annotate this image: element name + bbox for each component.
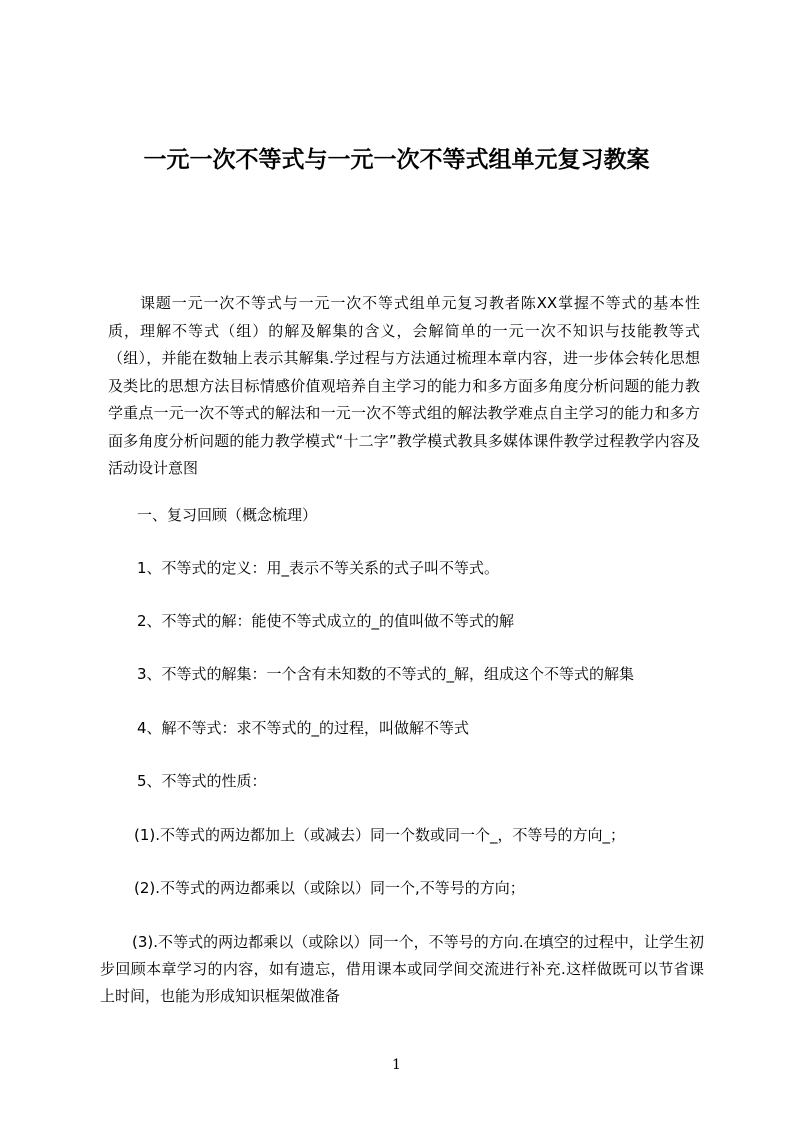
list-item-properties: 5、不等式的性质： bbox=[137, 772, 267, 790]
property-three-paragraph: (3).不等式的两边都乘以（或除以）同一个，不等号的方向.在填空的过程中，让学生初步回顾本章学习的内容，如有遗忘，借用课本或同学间交流进行补充.这样做既可以节省课上时间，也能为形成知识框架做准备 bbox=[100, 933, 704, 1005]
property-one: (1).不等式的两边都加上（或减去）同一个数或同一个_，不等号的方向_； bbox=[134, 826, 626, 844]
intro-paragraph: 课题一元一次不等式与一元一次不等式组单元复习教者陈XX掌握不等式的基本性质，理解不等式（组）的解及解集的含义，会解简单的一元一次不知识与技能教等式（组），并能在数轴上表示其解集.学过程与方法通过梳理本章内容，进一步体会转化思想及类比的思想方法目标情感价值观培养自主学习的能力和多方面多角度分析问题的能力教学重点一元一次不等式的解法和一元一次不等式组的解法教学难点自主学习的能力和多方面多角度分析问题的能力教学模式“十二字”教学模式教具多媒体课件教学过程教学内容及活动设计意图 bbox=[108, 294, 700, 477]
list-item-definition: 1、不等式的定义：用_表示不等关系的式子叫不等式。 bbox=[137, 559, 500, 577]
page-number: 1 bbox=[392, 1057, 401, 1073]
property-two: (2).不等式的两边都乘以（或除以）同一个,不等号的方向； bbox=[134, 879, 525, 897]
list-item-solution: 2、不等式的解：能使不等式成立的_的值叫做不等式的解 bbox=[137, 612, 515, 630]
list-item-solution-set: 3、不等式的解集：一个含有未知数的不等式的_解，组成这个不等式的解集 bbox=[137, 665, 635, 683]
list-item-solving: 4、解不等式：求不等式的_的过程，叫做解不等式 bbox=[137, 719, 470, 737]
document-title: 一元一次不等式与一元一次不等式组单元复习教案 bbox=[143, 147, 650, 173]
section-heading-review: 一、复习回顾（概念梳理） bbox=[137, 506, 318, 524]
